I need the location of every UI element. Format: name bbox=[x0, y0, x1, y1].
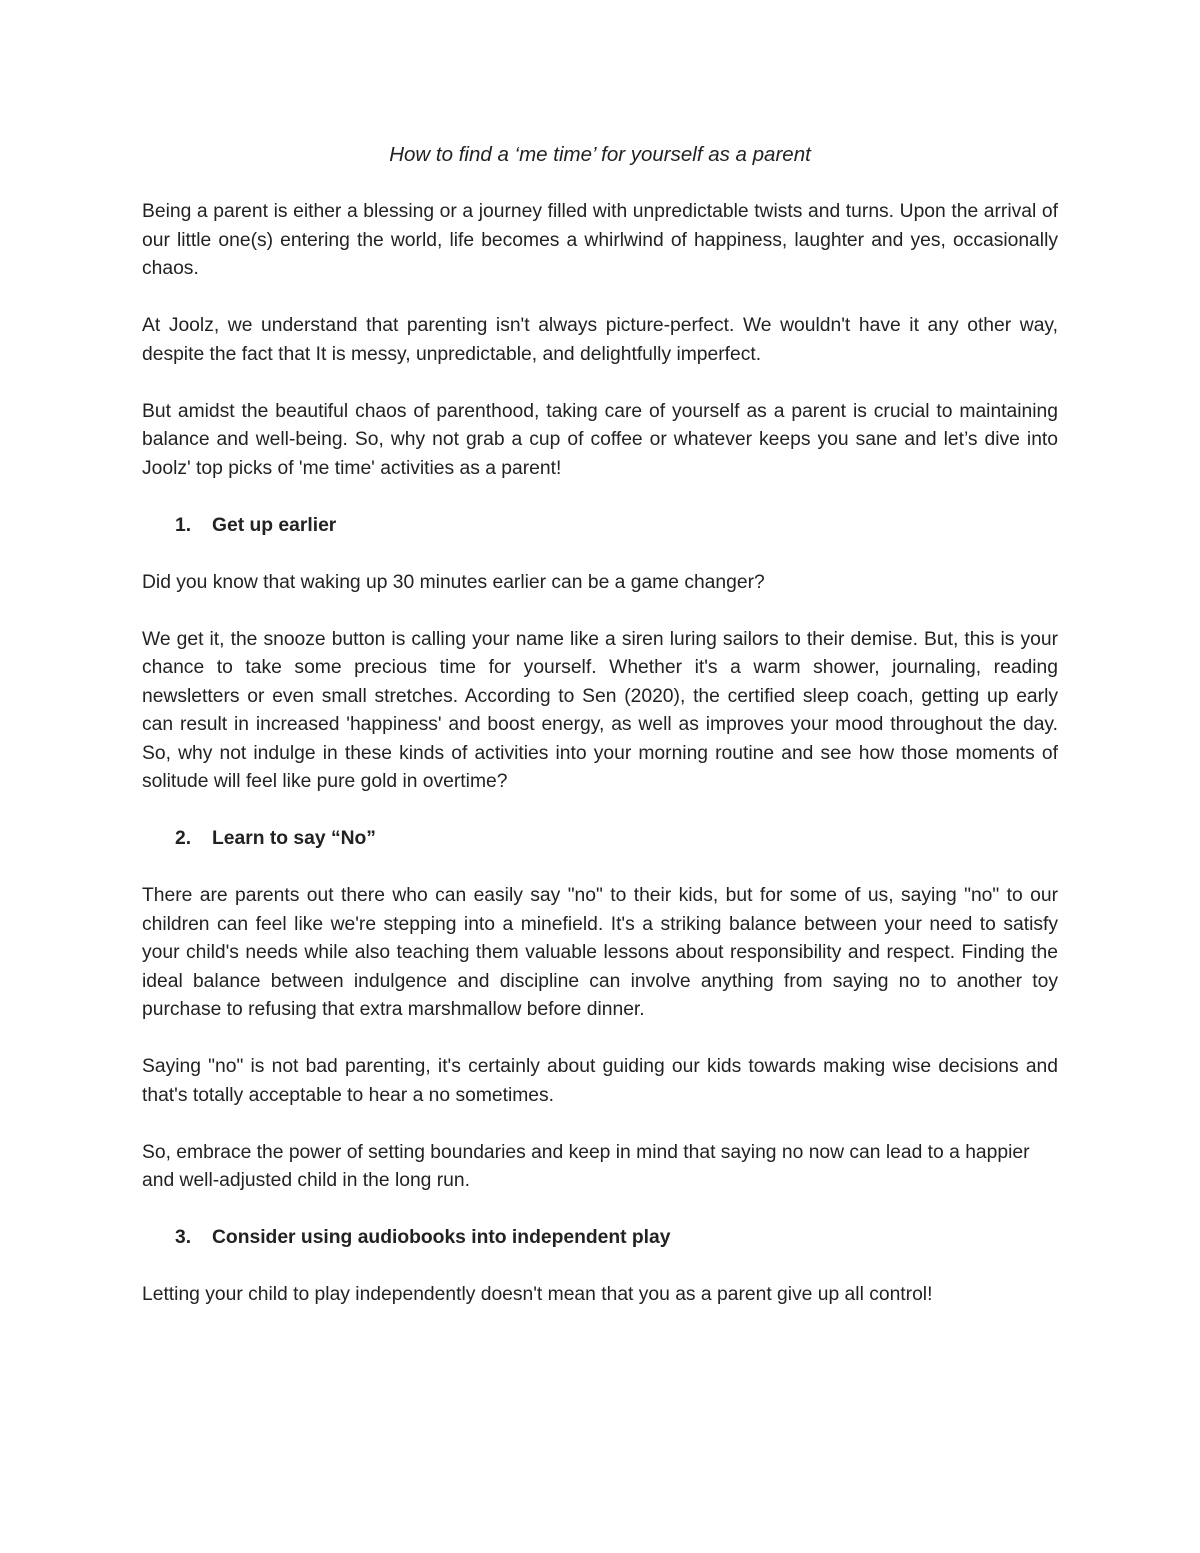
paragraph-intro: Being a parent is either a blessing or a journey filled with unpredictable twists and turns. Upon the arrival of our little one(s) entering the world, life becomes a whirlwind of happiness, laughter and yes, occasionally chaos. bbox=[142, 201, 1058, 279]
section-title: Consider using audiobooks into independent play bbox=[212, 1227, 671, 1248]
section-title: Learn to say “No” bbox=[212, 828, 376, 849]
paragraph-say-no: There are parents out there who can easily say "no" to their kids, but for some of us, saying "no" to our children can feel like we're stepping into a minefield. It's a striking balance between your need to satisfy your child's needs while also teaching them valuable lessons about responsibility and respect. Finding the ideal balance between indulgence and discipline can involve anything from saying no to another toy purchase to refusing that extra marshmallow before dinner. bbox=[142, 885, 1058, 1020]
section-title: Get up earlier bbox=[212, 514, 337, 536]
section-heading-2 bbox=[142, 825, 1058, 854]
paragraph-game-changer: Did you know that waking up 30 minutes earlier can be a game changer? bbox=[142, 571, 765, 593]
document-page bbox=[142, 140, 1058, 1338]
paragraph-balance: But amidst the beautiful chaos of parenthood, taking care of yourself as a parent is crucial to maintaining balance and well-being. So, why not grab a cup of coffee or whatever keeps you sane and let’s dive into Joolz' top picks of 'me time' activities as a parent! bbox=[142, 400, 1058, 479]
section-number: 2. bbox=[175, 828, 192, 849]
paragraph-not-bad-parenting: Saying "no" is not bad parenting, it's certainly about guiding our kids towards making wise decisions and that's totally acceptable to hear a no sometimes. bbox=[142, 1056, 1058, 1106]
document-title: How to find a ‘me time’ for yourself as a parent bbox=[389, 143, 811, 166]
paragraph-joolz: At Joolz, we understand that parenting isn't always picture-perfect. We wouldn't have it any other way, despite the fact that It is messy, unpredictable, and delightfully imperfect. bbox=[142, 315, 1058, 365]
section-heading-1 bbox=[142, 512, 1058, 541]
section-number: 1. bbox=[175, 514, 192, 536]
section-heading-3 bbox=[142, 1224, 1058, 1253]
paragraph-boundaries: So, embrace the power of setting boundaries and keep in mind that saying no now can lead to a happier and well-adjusted child in the long run. bbox=[142, 1141, 1030, 1191]
section-number: 3. bbox=[175, 1227, 192, 1248]
paragraph-independent-play: Letting your child to play independently doesn't mean that you as a parent give up all control! bbox=[142, 1284, 933, 1305]
paragraph-snooze: We get it, the snooze button is calling your name like a siren luring sailors to their demise. But, this is your chance to take some precious time for yourself. Whether it's a warm shower, journaling, reading newsletters or even small stretches. According to Sen (2020), the certified sleep coach, getting up early can result in increased 'happiness' and boost energy, as well as improves your mood throughout the day. So, why not indulge in these kinds of activities into your morning routine and see how those moments of solitude will feel like pure gold in overtime? bbox=[142, 628, 1058, 792]
